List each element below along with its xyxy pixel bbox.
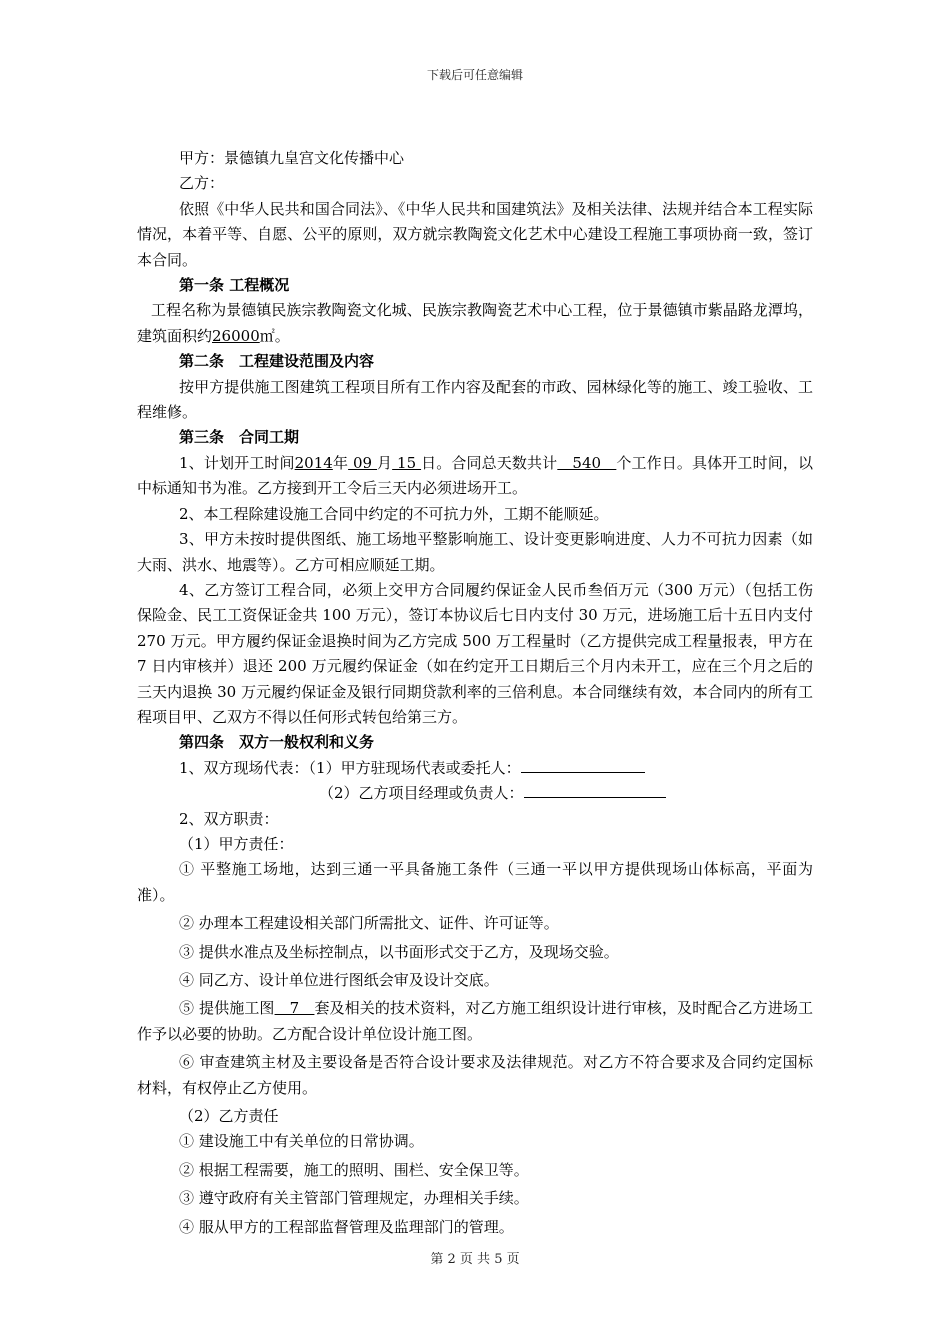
article-3-item-4: 4、乙方签订工程合同，必须上交甲方合同履约保证金人民币叁佰万元（300 万元）（包括工伤保险金、民工工资保证金共 100 万元），签订本协议后七日内支付 30 万元，进场施工后十五日内支付 270 万元。甲方履约保证金退换时间为乙方完成 500 万工程量时（乙方提供完成工程量报表，甲方在 7 日内审核并）退还 200 万元履约保证金（如在约定开工日期后三个月内未开工，应在三个月之后的三天内退换 30 万元履约保证金及银行同期贷款利率的三倍利息。本合同继续有效，本合同内的所有工程项目甲、乙双方不得以任何形式转包给第三方。 (137, 580, 813, 726)
article-3-item-3: 3、甲方未按时提供图纸、施工场地平整影响施工、设计变更影响进度、人力不可抗力因素（如大雨、洪水、地震等）。乙方可相应顺延工期。 (137, 530, 813, 574)
party-a-resp-3: ③ 提供水准点及坐标控制点，以书面形式交于乙方，及现场交验。 (179, 942, 619, 961)
start-year: 2014 (294, 453, 333, 472)
party-b-resp-2: ② 根据工程需要，施工的照明、围栏、安全保卫等。 (179, 1160, 529, 1179)
party-a-resp-2: ② 办理本工程建设相关部门所需批文、证件、许可证等。 (179, 914, 559, 933)
building-area: 26000 (212, 326, 260, 345)
article-2-text: 按甲方提供施工图建筑工程项目所有工作内容及配套的市政、园林绿化等的施工、竣工验收、工程维修。 (137, 377, 813, 422)
party-a: 甲方：景德镇九皇宫文化传播中心 (179, 149, 405, 167)
article-3-item-1: 1、计划开工时间2014年 09 月 15 日。合同总天数共计 540 个工作日。具体开工时间，以中标通知书为准。乙方接到开工令后三天内必须进场开工。 (137, 453, 813, 498)
article-2-title: 第二条 工程建设范围及内容 (179, 352, 375, 371)
party-b-resp-3: ③ 遵守政府有关主管部门管理规定，办理相关手续。 (179, 1189, 529, 1208)
page-footer: 第 2 页 共 5 页 (430, 1252, 520, 1267)
intro-paragraph: 依照《中华人民共和国合同法》、《中华人民共和国建筑法》及相关法律、法规并结合本工程实际情况，本着平等、自愿、公平的原则，双方就宗教陶瓷文化艺术中心建设工程施工事项协商一致，签订本合同。 (137, 199, 813, 269)
duties-heading: 2、双方职责： (179, 809, 279, 828)
party-b-resp-4: ④ 服从甲方的工程部监督管理及监理部门的管理。 (179, 1217, 514, 1236)
total-days: 540 (557, 453, 617, 472)
party-b-resp-1: ① 建设施工中有关单位的日常协调。 (179, 1132, 424, 1151)
start-day: 15 (392, 453, 422, 472)
party-a-representative-blank (521, 758, 645, 773)
party-a-resp-6: ⑥ 审查建筑主材及主要设备是否符合设计要求及法律规范。对乙方不符合要求及合同约定国标材料，有权停止乙方使用。 (137, 1053, 813, 1097)
party-b-manager-blank (524, 783, 666, 798)
party-a-representative-line: 1、双方现场代表：（1）甲方驻现场代表或委托人： (137, 756, 813, 781)
article-1-title: 第一条 工程概况 (179, 276, 290, 295)
party-b-manager-line: （2）乙方项目经理或负责人： (137, 781, 813, 806)
start-month: 09 (348, 453, 378, 472)
contract-body (137, 146, 813, 1243)
page-header: 下载后可任意编辑 (426, 68, 523, 82)
party-a-resp-1: ① 平整施工场地，达到三通一平具备施工条件（三通一平以甲方提供现场山体标高，平面为准）。 (137, 860, 813, 904)
article-4-title: 第四条 双方一般权利和义务 (179, 733, 375, 752)
party-b-resp-title: （2）乙方责任 (179, 1107, 279, 1126)
party-a-resp-5: ⑤ 提供施工图 7 套及相关的技术资料，对乙方施工组织设计进行审核，及时配合乙方进场工作予以必要的协助。乙方配合设计单位设计施工图。 (137, 999, 813, 1043)
party-a-resp-4: ④ 同乙方、设计单位进行图纸会审及设计交底。 (179, 971, 499, 989)
article-3-title: 第三条 合同工期 (179, 428, 300, 447)
drawing-sets: 7 (274, 999, 315, 1018)
article-3-item-2: 2、本工程除建设施工合同中约定的不可抗力外，工期不能顺延。 (179, 504, 609, 523)
party-b: 乙方： (179, 174, 225, 193)
party-a-resp-title: （1）甲方责任： (179, 834, 294, 853)
article-1-text: 工程名称为景德镇民族宗教陶瓷文化城、民族宗教陶瓷艺术中心工程，位于景德镇市紫晶路龙潭坞，建筑面积约26000㎡。 (137, 301, 813, 345)
